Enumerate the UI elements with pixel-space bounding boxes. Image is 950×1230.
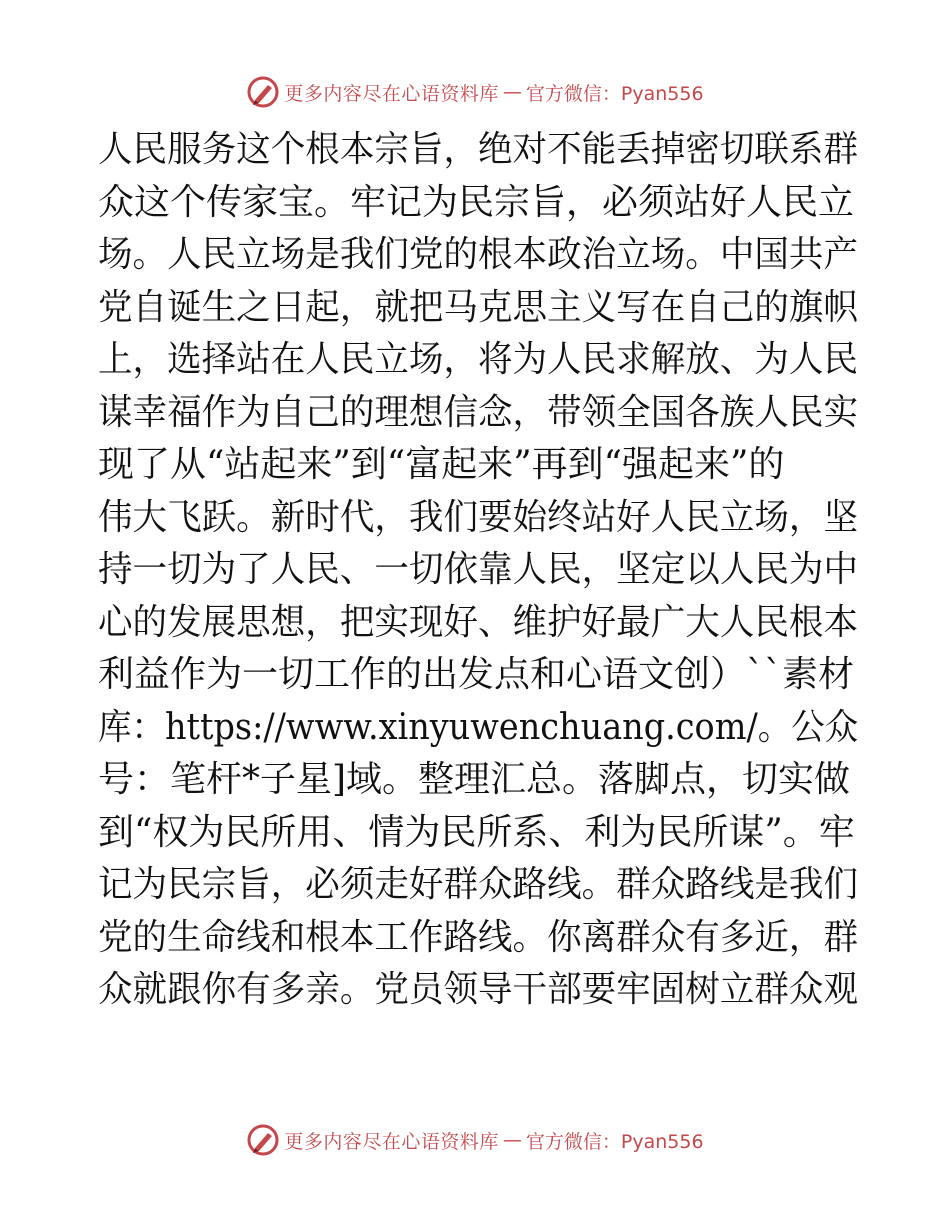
body-line: 心的发展思想，把实现好、维护好最广大人民根本 bbox=[98, 601, 859, 643]
body-line: 人民服务这个根本宗旨，绝对不能丢掉密切联系群 bbox=[98, 129, 859, 170]
body-line: 党自诞生之日起，就把马克思主义写在自己的旗帜 bbox=[98, 286, 859, 328]
body-line: 众就跟你有多亲。党员领导干部要牢固树立群众观 bbox=[98, 969, 859, 1010]
body-line: 伟大飞跃。新时代，我们要始终站好人民立场，坚 bbox=[98, 496, 859, 538]
body-line: 谋幸福作为自己的理想信念，带领全国各族人民实 bbox=[98, 391, 859, 433]
body-line: 持一切为了人民、一切依靠人民，坚定以人民为中 bbox=[98, 549, 859, 590]
body-line: 上，选择站在人民立场，将为人民求解放、为人民 bbox=[98, 339, 859, 380]
header-contact: 官方微信：Pyan556 bbox=[525, 82, 704, 105]
header-banner-text: 更多内容尽在心语资料库 bbox=[284, 82, 499, 105]
body-line: 现了从“站起来”到“富起来”再到“强起来”的 bbox=[98, 444, 785, 485]
footer-banner-text: 更多内容尽在心语资料库 bbox=[284, 1130, 499, 1153]
footer-contact: 官方微信：Pyan556 bbox=[525, 1130, 704, 1153]
body-line: 场。人民立场是我们党的根本政治立场。中国共产 bbox=[98, 234, 859, 275]
header-banner-separator: — bbox=[502, 81, 522, 103]
body-line: 利益作为一切工作的出发点和心语文创）``素材 bbox=[98, 654, 855, 695]
document-body bbox=[98, 124, 858, 1017]
footer-banner-separator: — bbox=[502, 1129, 522, 1151]
body-line: 到“权为民所用、情为民所系、利为民所谋”。牢 bbox=[98, 811, 855, 853]
header-banner bbox=[0, 72, 950, 112]
footer-banner bbox=[0, 1120, 950, 1160]
pen-logo-icon bbox=[246, 75, 280, 109]
body-line: 记为民宗旨，必须走好群众路线。群众路线是我们 bbox=[98, 864, 859, 905]
body-line: 号：笔杆*子星]域。整理汇总。落脚点，切实做 bbox=[98, 759, 851, 800]
body-line: 党的生命线和根本工作路线。你离群众有多近，群 bbox=[98, 916, 859, 958]
body-line: 库：https://www.xinyuwenchuang.com/。公众 bbox=[98, 706, 859, 748]
pen-logo-icon bbox=[246, 1123, 280, 1157]
body-line: 众这个传家宝。牢记为民宗旨，必须站好人民立 bbox=[98, 181, 855, 223]
